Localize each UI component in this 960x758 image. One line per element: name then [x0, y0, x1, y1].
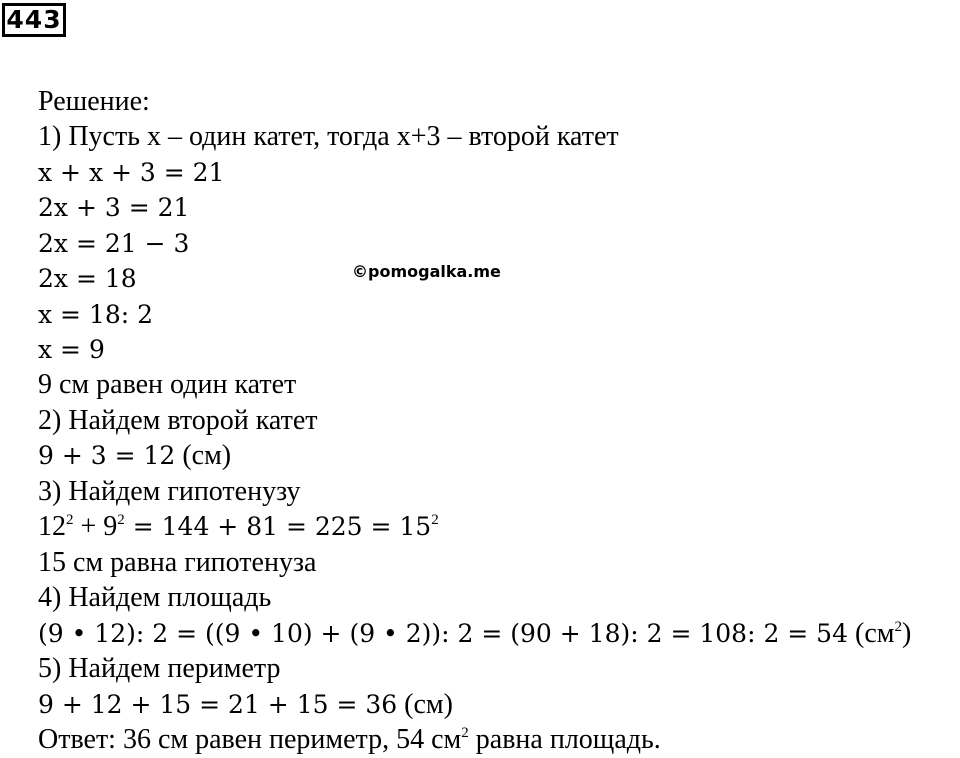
answer-text	[38, 722, 661, 758]
unit: (см	[848, 618, 895, 649]
term: = 144 + 81 = 225 = 15	[124, 512, 432, 541]
watermark: ©pomogalka.me	[352, 262, 501, 281]
equation-line	[38, 438, 231, 474]
equation-line	[38, 509, 439, 545]
exponent: 2	[66, 512, 74, 528]
exponent: 2	[431, 512, 439, 528]
term: + 9	[73, 511, 118, 542]
step-1-text: 1) Пусть x – один катет, тогда x+3 – второй катет	[38, 121, 619, 152]
equation-line: 2x = 18	[38, 264, 137, 293]
answer-part: Ответ: 36 см равен периметр, 54 см	[38, 724, 462, 755]
term: 12	[38, 511, 66, 542]
unit: (см)	[397, 689, 453, 720]
exponent: 2	[461, 725, 469, 741]
equation-line: x + x + 3 = 21	[38, 158, 225, 187]
equation-line: 2x + 3 = 21	[38, 193, 190, 222]
step-2-text: 2) Найдем второй катет	[38, 405, 318, 436]
equation-line: 2x = 21 − 3	[38, 229, 190, 258]
step-3-text: 3) Найдем гипотенузу	[38, 476, 301, 507]
step-5-text: 5) Найдем периметр	[38, 653, 281, 684]
equation-line: x = 18: 2	[38, 300, 154, 329]
exponent: 2	[894, 619, 902, 635]
unit: (см)	[175, 440, 232, 471]
equation-expr: 9 + 3 = 12	[38, 441, 176, 470]
equation-line	[38, 687, 453, 723]
solution-heading: Решение:	[38, 86, 150, 117]
result-text: 9 см равен один катет	[38, 369, 297, 400]
equation-expr: (9 • 12): 2 = ((9 • 10) + (9 • 2)): 2 = (90 + 18): 2 = 108: 2 = 54	[38, 619, 848, 648]
step-4-text: 4) Найдем площадь	[38, 582, 272, 613]
equation-line	[38, 616, 911, 652]
unit: )	[901, 618, 912, 649]
exponent: 2	[117, 512, 125, 528]
equation-expr: 9 + 12 + 15 = 21 + 15 = 36	[38, 690, 398, 719]
problem-number: 443	[2, 3, 66, 37]
equation-line: x = 9	[38, 335, 105, 364]
result-text: 15 см равна гипотенуза	[38, 547, 317, 578]
answer-part: равна площадь.	[468, 724, 661, 755]
